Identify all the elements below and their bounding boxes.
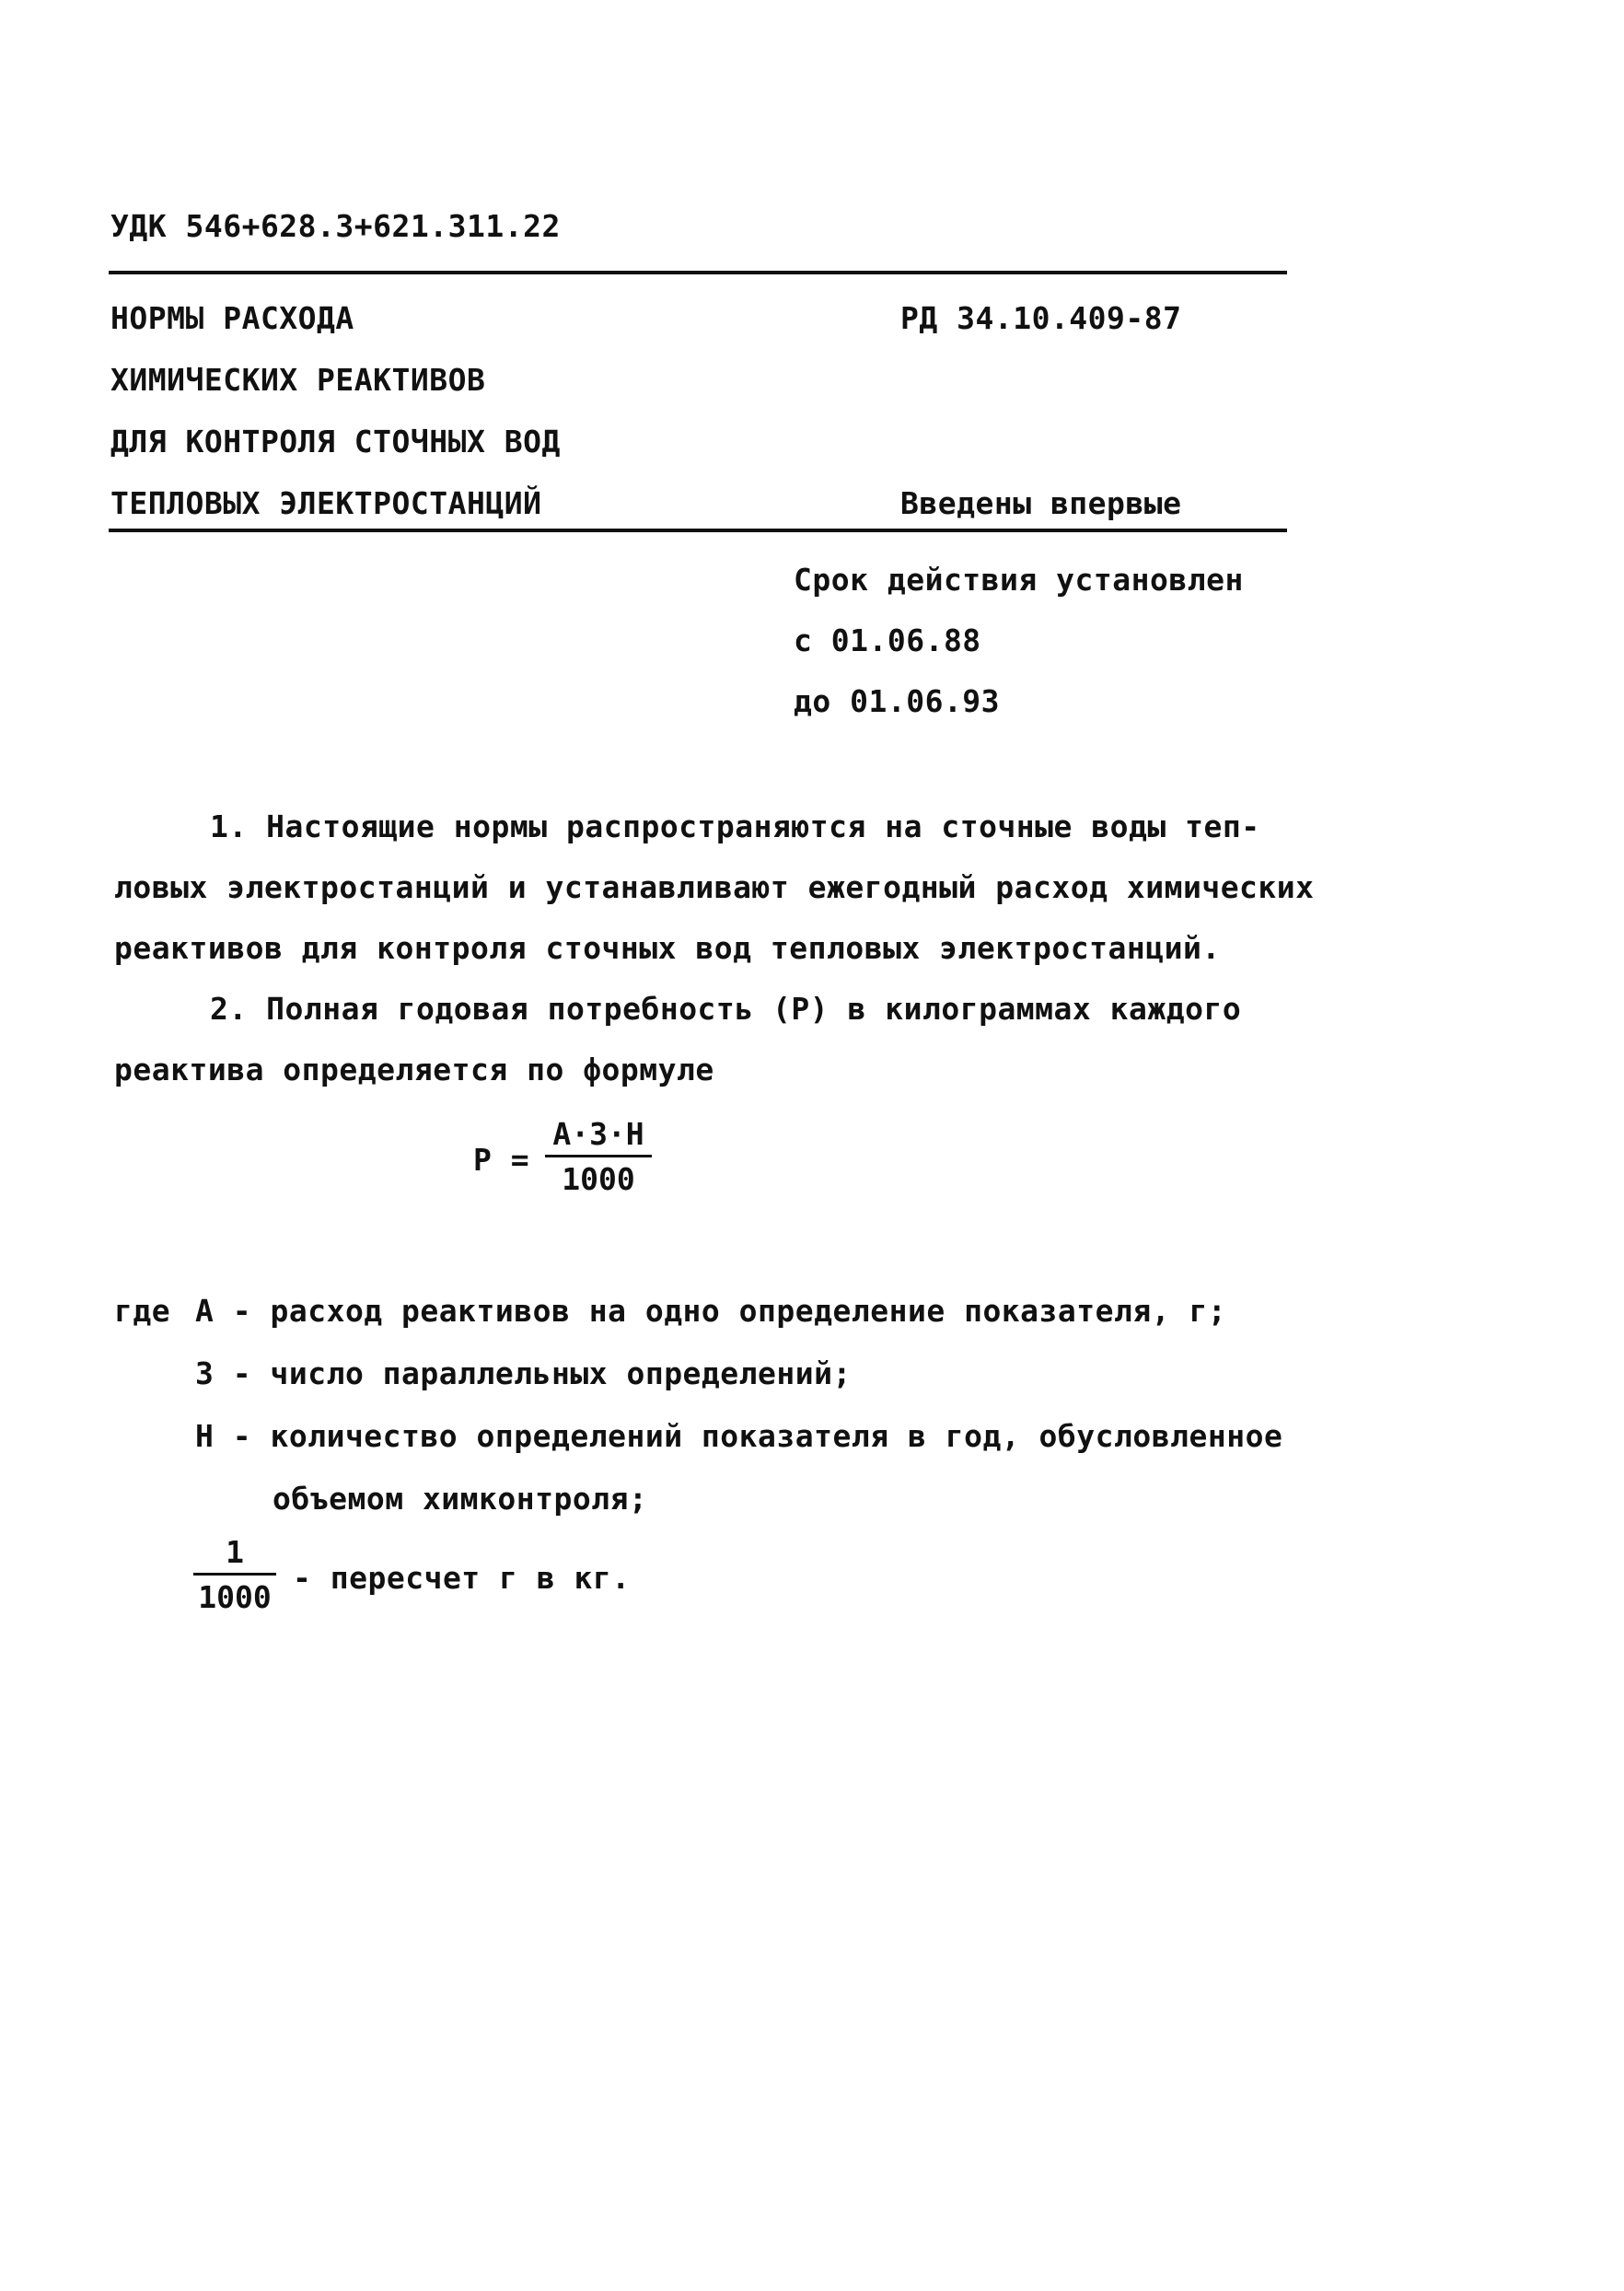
definition-n-continuation: объемом химконтроля; [273,1481,648,1517]
title-line-1: НОРМЫ РАСХОДА [110,300,354,336]
validity-to: до 01.06.93 [794,683,1001,719]
paragraph-2-line-1: 2. Полная годовая потребность (Р) в килограммах каждого [210,991,1242,1027]
definition-a: А - расход реактивов на одно определение показателя, г; [195,1293,1227,1329]
formula-denominator: 1000 [562,1161,635,1197]
paragraph-1-line-3: реактивов для контроля сточных вод тепловых электростанций. [114,930,1221,966]
header-top-rule [109,271,1287,274]
paragraph-2-line-2: реактива определяется по формуле [114,1052,714,1087]
title-line-3: ДЛЯ КОНТРОЛЯ СТОЧНЫХ ВОД [110,424,561,459]
header-bottom-rule [109,529,1287,532]
document-code: РД 34.10.409-87 [900,300,1182,336]
conversion-fraction [193,1534,276,1616]
definitions-where: где [114,1293,171,1329]
definition-z: З - число параллельных определений; [195,1355,852,1391]
formula-bar [545,1155,652,1157]
formula-numerator: А·З·Н [552,1116,644,1152]
conversion-denominator: 1000 [198,1579,272,1615]
paragraph-1-line-2: ловых электростанций и устанавливают ежегодный расход химических [114,869,1315,905]
conversion-numerator: 1 [226,1534,244,1570]
formula-lhs: Р = [473,1142,530,1178]
paragraph-1-line-1: 1. Настоящие нормы распространяются на сточные воды теп- [210,808,1260,844]
conversion-text: - пересчет г в кг. [293,1560,631,1596]
title-line-4: ТЕПЛОВЫХ ЭЛЕКТРОСТАНЦИЙ [110,485,542,521]
formula-fraction [545,1116,652,1198]
conversion-bar [193,1573,276,1576]
validity-label: Срок действия установлен [794,562,1244,598]
udk-code: УДК 546+628.3+621.311.22 [110,208,561,244]
introduced-note: Введены впервые [900,485,1182,521]
validity-from: с 01.06.88 [794,622,981,658]
title-line-2: ХИМИЧЕСКИХ РЕАКТИВОВ [110,362,486,398]
definition-n: Н - количество определений показателя в год, обусловленное [195,1418,1283,1454]
